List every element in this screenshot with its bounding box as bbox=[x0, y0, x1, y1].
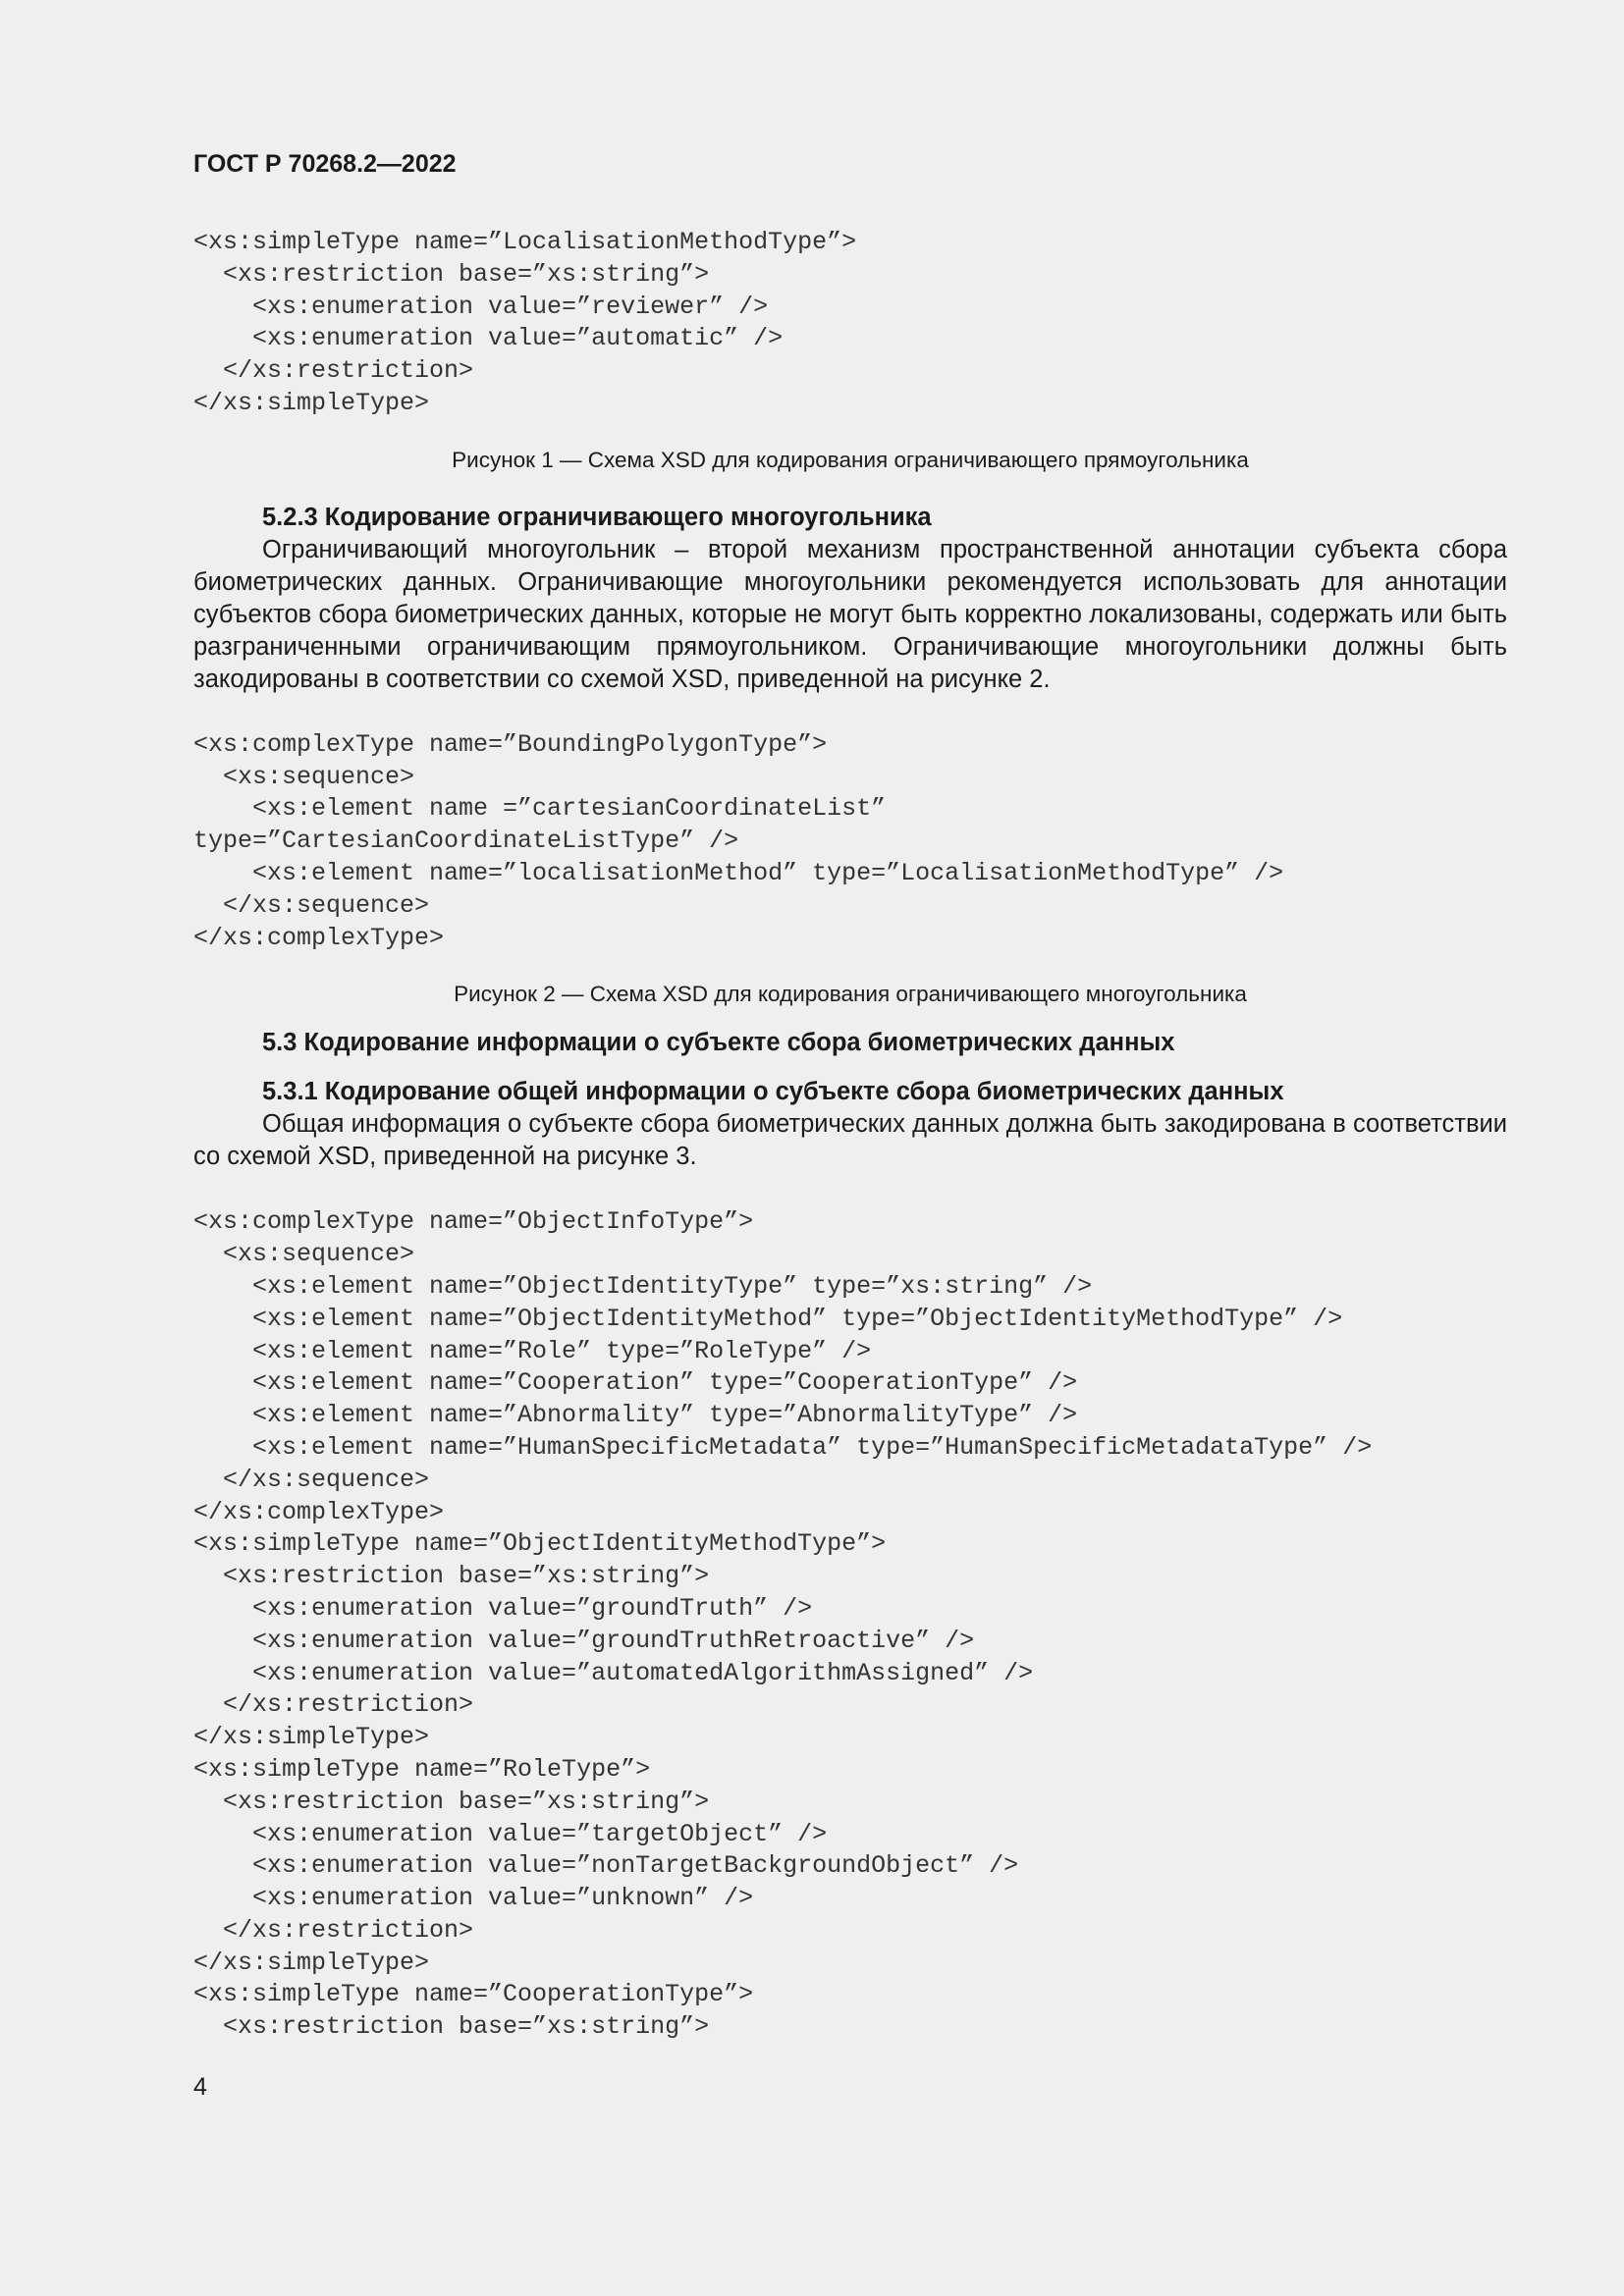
code-line: <xs:enumeration value=”automatedAlgorithmAssigned” /> bbox=[193, 1658, 1034, 1687]
code-line: <xs:enumeration value=”unknown” /> bbox=[193, 1884, 754, 1913]
code-line: <xs:element name=”ObjectIdentityMethod” type=”ObjectIdentityMethodType” /> bbox=[193, 1304, 1343, 1333]
figure-caption: Рисунок 2 — Схема XSD для кодирования ограничивающего многоугольника bbox=[454, 982, 1247, 1007]
code-line: </xs:restriction> bbox=[193, 356, 474, 386]
code-line: <xs:element name=”ObjectIdentityType” type=”xs:string” /> bbox=[193, 1271, 1093, 1301]
code-line: </xs:restriction> bbox=[193, 1690, 474, 1720]
section-paragraph: Общая информация о субъекте сбора биометрических данных должна быть закодирована в соответствии со схемой XSD, приведенной на рисунке 3. bbox=[193, 1110, 1507, 1171]
code-line: <xs:enumeration value=”groundTruthRetroactive” /> bbox=[193, 1626, 975, 1655]
code-line: <xs:simpleType name=”CooperationType”> bbox=[193, 1980, 754, 2009]
code-line: <xs:complexType name=”BoundingPolygonType”> bbox=[193, 729, 828, 759]
code-line: <xs:element name=”localisationMethod” type=”LocalisationMethodType” /> bbox=[193, 858, 1284, 887]
code-line: </xs:simpleType> bbox=[193, 388, 430, 417]
page-number: 4 bbox=[193, 2073, 207, 2101]
document-page bbox=[193, 147, 1507, 2044]
code-line: <xs:complexType name=”ObjectInfoType”> bbox=[193, 1207, 754, 1237]
code-line: <xs:element name =”cartesianCoordinateList” bbox=[193, 794, 887, 824]
code-line: <xs:element name=”Role” type=”RoleType” /> bbox=[193, 1336, 872, 1365]
code-line: <xs:enumeration value=”automatic” /> bbox=[193, 324, 784, 353]
code-line: <xs:enumeration value=”nonTargetBackgroundObject” /> bbox=[193, 1851, 1019, 1881]
code-line: <xs:simpleType name=”ObjectIdentityMethodType”> bbox=[193, 1529, 887, 1559]
figure-caption: Рисунок 1 — Схема XSD для кодирования ограничивающего прямоугольника bbox=[452, 447, 1249, 472]
document-header: ГОСТ Р 70268.2—2022 bbox=[193, 150, 457, 178]
code-line: </xs:sequence> bbox=[193, 890, 430, 920]
section-heading: 5.2.3 Кодирование ограничивающего многоугольника bbox=[262, 503, 932, 531]
section-heading: 5.3.1 Кодирование общей информации о субъекте сбора биометрических данных bbox=[262, 1078, 1284, 1106]
section-paragraph: Ограничивающий многоугольник – второй механизм пространственной аннотации субъекта сбора биометрических данных. Ограничивающие многоугольники рекомендуется использовать для аннотации субъектов сбора биометрических данных, которые не могут быть корректно локализованы, содержать или быть разграниченными ограничивающим прямоугольником. Ограничивающие многоугольники должны быть закодированы в соответствии со схемой XSD, приведенной на рисунке 2. bbox=[193, 535, 1507, 693]
code-line: <xs:simpleType name=”RoleType”> bbox=[193, 1754, 651, 1784]
xsd-code-block bbox=[193, 729, 1507, 955]
code-line: </xs:simpleType> bbox=[193, 1723, 430, 1752]
code-line: <xs:element name=”Cooperation” type=”CooperationType” /> bbox=[193, 1368, 1078, 1398]
code-line: </xs:sequence> bbox=[193, 1465, 430, 1494]
code-line: <xs:restriction base=”xs:string”> bbox=[193, 1562, 710, 1591]
code-line: </xs:simpleType> bbox=[193, 1948, 430, 1977]
code-line: </xs:complexType> bbox=[193, 1497, 445, 1526]
code-line: <xs:enumeration value=”reviewer” /> bbox=[193, 292, 769, 321]
code-line: <xs:enumeration value=”groundTruth” /> bbox=[193, 1593, 813, 1623]
code-line: <xs:sequence> bbox=[193, 1240, 415, 1269]
xsd-code-block bbox=[193, 1206, 1507, 2044]
code-line: <xs:restriction base=”xs:string”> bbox=[193, 259, 710, 289]
code-line: <xs:sequence> bbox=[193, 762, 415, 791]
code-line: <xs:element name=”Abnormality” type=”AbnormalityType” /> bbox=[193, 1401, 1078, 1430]
code-line: <xs:restriction base=”xs:string”> bbox=[193, 1787, 710, 1816]
code-line: <xs:simpleType name=”LocalisationMethodType”> bbox=[193, 228, 857, 256]
code-line: </xs:complexType> bbox=[193, 923, 445, 952]
code-line: type=”CartesianCoordinateListType” /> bbox=[193, 827, 739, 856]
code-line: <xs:element name=”HumanSpecificMetadata” type=”HumanSpecificMetadataType” /> bbox=[193, 1432, 1373, 1462]
code-line: <xs:enumeration value=”targetObject” /> bbox=[193, 1819, 828, 1848]
section-heading: 5.3 Кодирование информации о субъекте сбора биометрических данных bbox=[262, 1029, 1175, 1057]
code-line: <xs:restriction base=”xs:string”> bbox=[193, 2012, 710, 2042]
xsd-code-block bbox=[193, 227, 1507, 420]
code-line: </xs:restriction> bbox=[193, 1915, 474, 1945]
